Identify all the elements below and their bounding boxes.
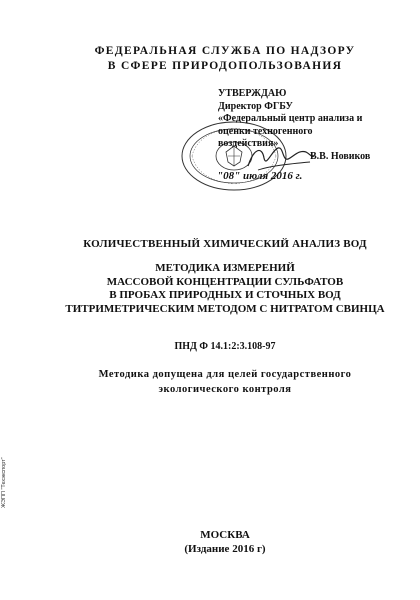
agency-header [70,44,380,74]
method-title [60,262,390,316]
publication-city: МОСКВА [200,529,250,541]
method-title-line-3: В ПРОБАХ ПРИРОДНЫХ И СТОЧНЫХ ВОД [109,289,341,301]
signatory-name: В.В. Новиков [310,151,371,162]
approval-block [218,88,408,151]
approval-heading: УТВЕРЖДАЮ [218,88,287,99]
analysis-title: КОЛИЧЕСТВЕННЫЙ ХИМИЧЕСКИЙ АНАЛИЗ ВОД [83,238,367,250]
approval-date: "08" июля 2016 г. [217,170,303,182]
method-title-line-4: ТИТРИМЕТРИЧЕСКИМ МЕТОДОМ С НИТРАТОМ СВИНЦА [65,302,385,315]
permission-line-2: экологического контроля [158,384,292,395]
approval-org-line-3: воздействия» [218,138,279,149]
approval-org-line-2: оценки техногенного [218,125,313,137]
method-title-line-1: МЕТОДИКА ИЗМЕРЕНИЙ [155,262,295,274]
approval-org-line-1: «Федеральный центр анализа и [218,113,363,124]
permission-line-1: Методика допущена для целей государственного [98,369,352,380]
approval-position: Директор ФГБУ [218,100,293,112]
edition-year: (Издание 2016 г) [184,543,266,555]
side-watermark-stamp: ЖЭПП "Техэкспорт" [1,457,7,508]
publication-footer [60,528,390,556]
document-code: ПНД Ф 14.1:2:3.108-97 [174,341,276,352]
agency-line-1: ФЕДЕРАЛЬНАЯ СЛУЖБА ПО НАДЗОРУ [94,45,356,57]
permission-note [60,367,390,397]
method-title-line-2: МАССОВОЙ КОНЦЕНТРАЦИИ СУЛЬФАТОВ [106,275,344,288]
agency-line-2: В СФЕРЕ ПРИРОДОПОЛЬЗОВАНИЯ [107,60,343,72]
